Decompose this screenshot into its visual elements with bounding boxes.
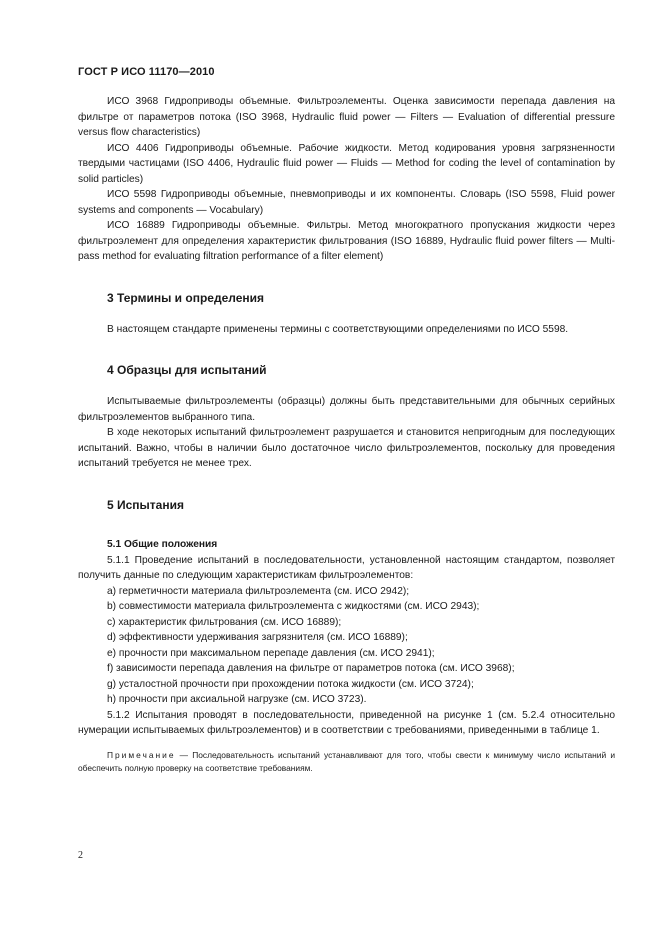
subsection-5-1-title: 5.1 Общие положения — [107, 539, 218, 550]
reference-iso-16889: ИСО 16889 Гидроприводы объемные. Фильтры. Метод многократного пропускания жидкости через фильтроэлемент для определения характеристик фильтрования (ISO 16889, Hydraulic fluid power filters — Multi-pass method for evaluating filtration performance of a filter element) — [78, 220, 615, 262]
section-3-title: 3 Термины и определения — [107, 290, 265, 305]
note-label: Примечание — [107, 749, 176, 760]
section-4-paragraph-1: Испытываемые фильтроэлементы (образцы) должны быть представительными для обычных серийных фильтроэлементов выбранного типа. — [78, 396, 615, 423]
reference-iso-3968: ИСО 3968 Гидроприводы объемные. Фильтроэлементы. Оценка зависимости перепада давления на фильтре от параметров потока (ISO 3968, Hydraulic fluid power — Filters — Evaluation of differential pressure versus flow characteristics) — [78, 96, 615, 138]
document-header: ГОСТ Р ИСО 11170—2010 — [78, 66, 215, 78]
list-item: a) герметичности материала фильтроэлемента (см. ИСО 2942); — [107, 585, 410, 597]
list-item: h) прочности при аксиальной нагрузке (см. ИСО 3723). — [107, 694, 367, 705]
section-4-paragraph-2: В ходе некоторых испытаний фильтроэлемент разрушается и становится непригодным для последующих испытаний. Важно, чтобы в наличии было достаточное число фильтроэлементов, поскольку для проведения испытаний требуется не менее трех. — [78, 427, 615, 469]
section-3-text: В настоящем стандарте применены термины с соответствующими определениями по ИСО 5598. — [107, 324, 569, 335]
section-5-title: 5 Испытания — [107, 497, 184, 512]
list-item: c) характеристик фильтрования (см. ИСО 16889); — [107, 616, 342, 628]
clause-5-1-1: 5.1.1 Проведение испытаний в последовательности, установленной настоящим стандартом, позволяет получить данные по следующим характеристикам фильтроэлементов: — [78, 554, 615, 581]
list-item: f) зависимости перепада давления на фильтре от параметров потока (см. ИСО 3968); — [107, 663, 515, 674]
page-number: 2 — [78, 850, 83, 861]
note — [78, 749, 615, 776]
list-item: b) совместимости материала фильтроэлемента с жидкостями (см. ИСО 2943); — [107, 601, 480, 612]
reference-iso-4406: ИСО 4406 Гидроприводы объемные. Рабочие жидкости. Метод кодирования уровня загрязненности твердыми частицами (ISO 4406, Hydraulic fluid power — Fluids — Method for coding the level of contamination by solid particles) — [78, 142, 615, 185]
list-item: e) прочности при максимальном перепаде давления (см. ИСО 2941); — [107, 647, 435, 659]
section-4-title: 4 Образцы для испытаний — [107, 362, 267, 377]
note-text: — Последовательность испытаний устанавливают для того, чтобы свести к минимуму число испытаний и обеспечить полную проверку на соответствие требованиям. — [78, 749, 615, 773]
list-item: g) усталостной прочности при прохождении потока жидкости (см. ИСО 3724); — [107, 678, 474, 690]
clause-5-1-2: 5.1.2 Испытания проводят в последовательности, приведенной на рисунке 1 (см. 5.2.4 относительно нумерации испытываемых фильтроэлементов) и в соответствии с требованиями, приведенными в таблице 1. — [78, 709, 615, 736]
document-body — [78, 94, 615, 776]
reference-iso-5598: ИСО 5598 Гидроприводы объемные, пневмоприводы и их компоненты. Словарь (ISO 5598, Fluid power systems and components — Vocabulary) — [78, 189, 615, 216]
list-item: d) эффективности удерживания загрязнителя (см. ИСО 16889); — [107, 632, 408, 643]
